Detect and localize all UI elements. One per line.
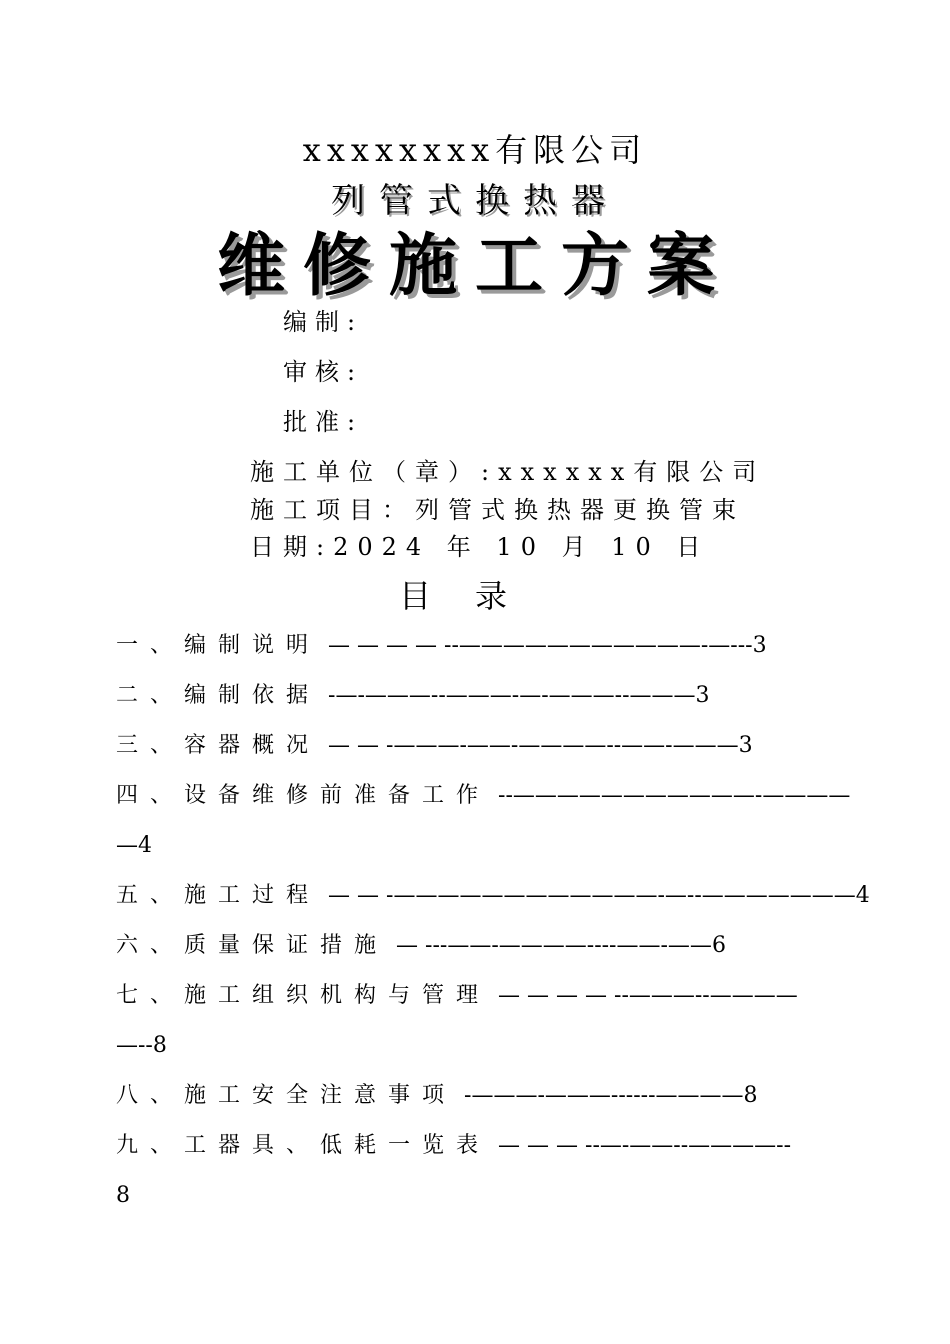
toc-item[interactable] [116,980,836,1012]
toc-item-number: 五、 [116,883,185,908]
prepared-by-label: 编制: [283,308,364,336]
toc-item[interactable] [116,780,851,812]
toc-item-title: 容器概况 [184,733,321,758]
toc-item-leader: — — -————————————-—--——————— [328,883,856,908]
toc-item-leader: — — — — --———--———— [498,983,798,1008]
toc-item-page: 6 [711,933,726,958]
toc-item-leader: — — — --—-——--————-- [498,1133,792,1158]
toc-item-number: 三、 [116,733,185,758]
toc-item-continuation [116,1030,836,1062]
toc-item[interactable] [116,1130,836,1162]
construction-project: 施工项目：列管式换热器更换管束 [250,496,745,524]
toc-item-number: 一、 [116,633,185,658]
toc-item[interactable] [116,680,836,712]
toc-item-title: 编制说明 [184,633,321,658]
toc-item-page: 3 [752,633,767,658]
toc-item-leader: — — -———-——-————--——-——— [328,733,739,758]
toc-item[interactable] [116,730,836,762]
toc-item-leader: — ---——-————----——-—— [396,933,712,958]
document-subtitle: 列管式换热器 [331,181,619,221]
toc-item[interactable] [116,880,870,912]
toc-item-title: 施工组织机构与管理 [184,983,491,1008]
toc-item-number: 六、 [116,933,185,958]
toc-item-page: 3 [695,683,710,708]
toc-item-leader-continued: — [116,833,138,858]
toc-item-page: 8 [743,1083,758,1108]
toc-item-continuation [116,1180,836,1212]
toc-item[interactable] [116,630,836,662]
toc-item-number: 八、 [116,1083,185,1108]
toc-item-title: 编制依据 [184,683,321,708]
company-title: xxxxxxxx有限公司 [302,131,648,169]
toc-item-leader-continued: —-- [116,1033,153,1058]
toc-item-title: 设备维修前准备工作 [184,783,491,808]
toc-item-page: 4 [855,883,870,908]
toc-item-number: 九、 [116,1133,185,1158]
toc-heading: 目录 [398,577,551,615]
toc-item[interactable] [116,1080,836,1112]
toc-item-title: 工器具、低耗一览表 [184,1133,491,1158]
reviewed-by-label: 审核: [283,358,364,386]
toc-item-number: 四、 [116,783,185,808]
toc-item-page: 8 [116,1183,130,1208]
main-title: 维修施工方案 [216,226,733,306]
toc-item-leader: -———-———------———— [464,1083,744,1108]
toc-item-number: 二、 [116,683,185,708]
toc-item-page: 4 [138,833,152,858]
approved-by-label: 批准: [283,408,364,436]
toc-item-leader: -—-———--———-—-———--——— [328,683,696,708]
toc-item-title: 质量保证措施 [184,933,389,958]
toc-item[interactable] [116,930,836,962]
toc-item-title: 施工安全注意事项 [184,1083,457,1108]
toc-item-leader: — — — — --———————————-—--- [328,633,753,658]
toc-item-leader: --———————————-———— [498,783,851,808]
document-date: 日期:2024 年 10 月 10 日 [250,533,710,561]
toc-item-title: 施工过程 [184,883,321,908]
toc-item-continuation [116,830,836,862]
toc-item-number: 七、 [116,983,185,1008]
toc-item-page: 8 [152,1033,167,1058]
toc-item-page: 3 [738,733,753,758]
construction-unit: 施工单位（章）:xxxxxx有限公司 [250,458,766,486]
